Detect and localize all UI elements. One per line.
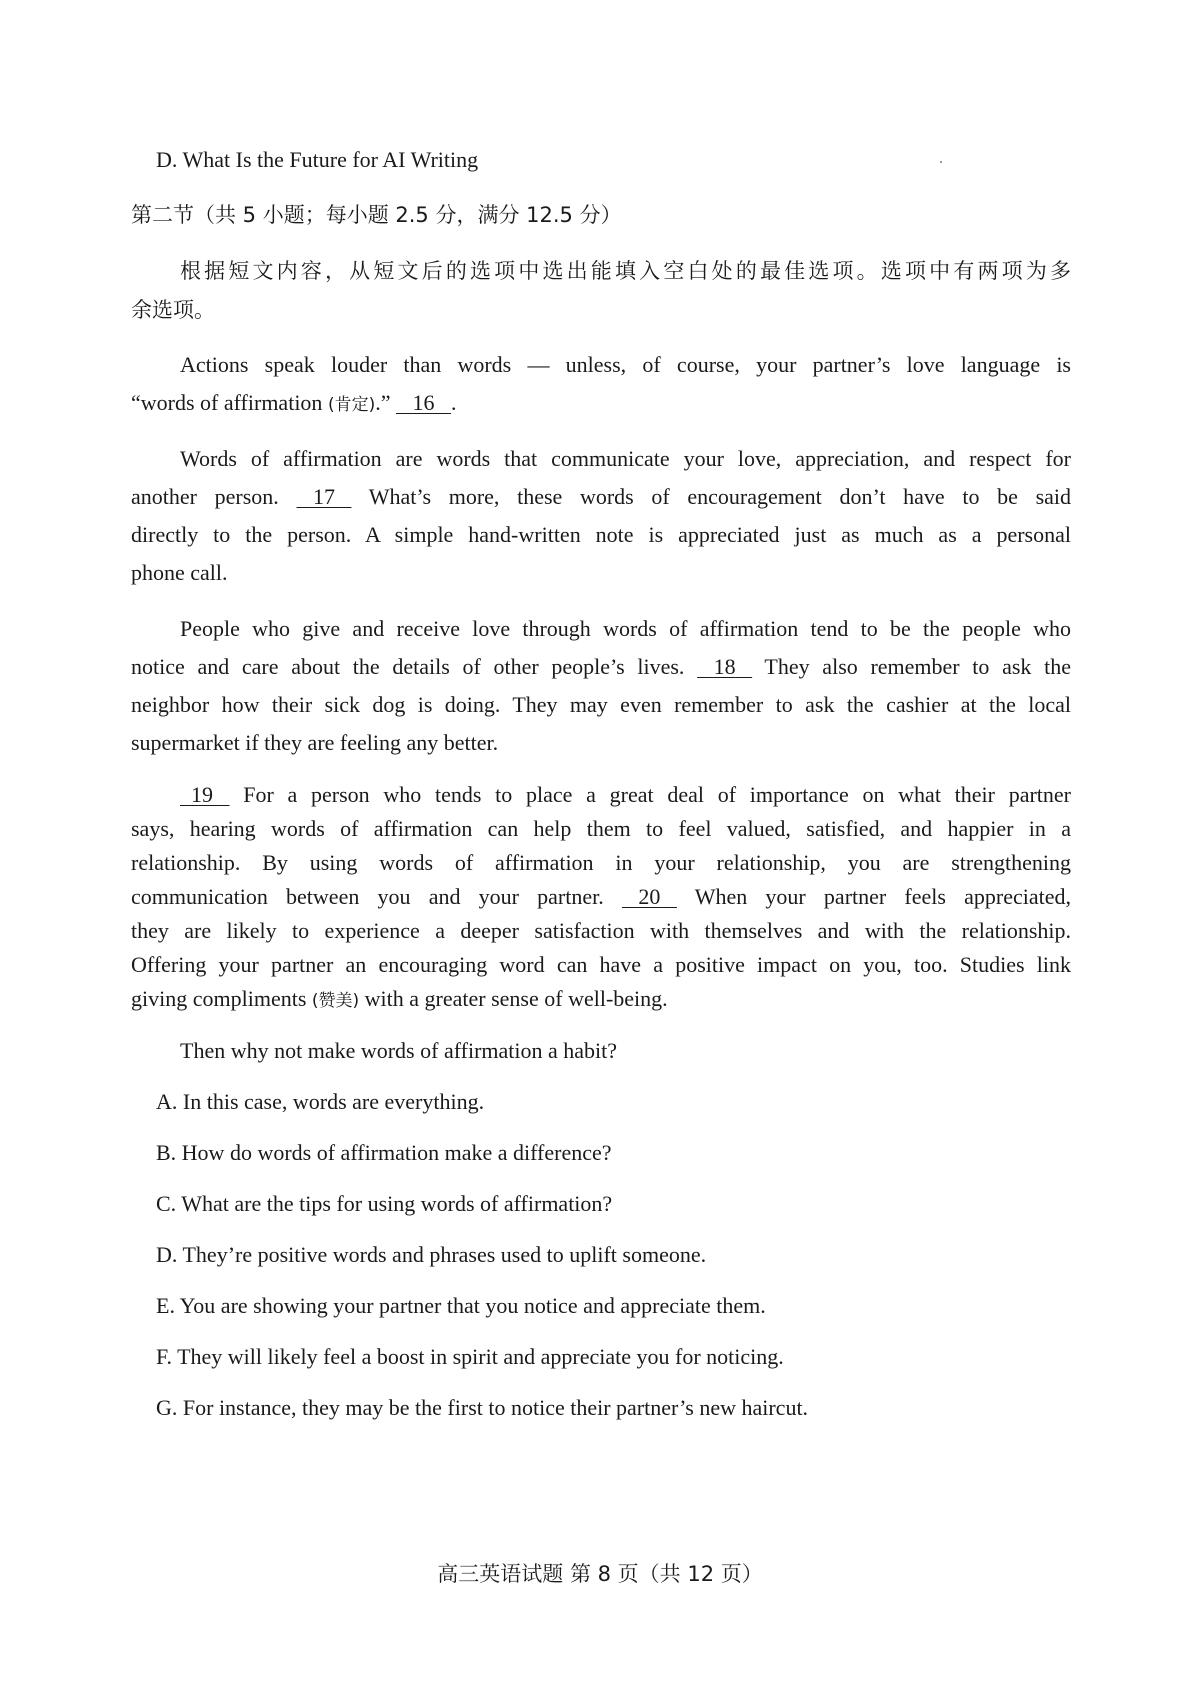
instruction-line-2: 余选项。 (131, 298, 215, 322)
p2-text: another person. (131, 484, 297, 509)
p2-line-2 (131, 484, 1071, 510)
p4-text-7-post: with a greater sense of well-being. (359, 986, 668, 1011)
p4-line-7 (131, 986, 1071, 1014)
p4-text-post: For a person who tends to place a great deal of importance on what their partner (229, 782, 1071, 807)
p4-text-7: giving compliments (131, 986, 312, 1011)
blank-16: 16 (412, 390, 435, 415)
p3-line-3: neighbor how their sick dog is doing. They may even remember to ask the cashier at the local (131, 692, 1071, 717)
option-b: B. How do words of affirmation make a difference? (156, 1140, 612, 1165)
blank-17: 17 (312, 484, 335, 509)
option-f: F. They will likely feel a boost in spirit and appreciate you for noticing. (156, 1344, 784, 1369)
page-footer: 高三英语试题 第 8 页（共 12 页） (437, 1562, 763, 1586)
option-a: A. In this case, words are everything. (156, 1089, 485, 1114)
p1-line-1: Actions speak louder than words — unless, of course, your partner’s love language is (180, 352, 1071, 377)
p3-text-post: They also remember to ask the (752, 654, 1071, 679)
p3-text: notice and care about the details of other people’s lives. (131, 654, 698, 679)
p4-line-3: relationship. By using words of affirmation in your relationship, you are strengthening (131, 850, 1071, 875)
option-e: E. You are showing your partner that you notice and appreciate them. (156, 1293, 766, 1318)
p5-line: Then why not make words of affirmation a habit? (180, 1038, 618, 1063)
p2-line-1: Words of affirmation are words that communicate your love, appreciation, and respect for (180, 446, 1071, 471)
p1-period: . (450, 390, 457, 415)
p4-gloss: (赞美) (311, 991, 360, 1011)
p1-text: “words of affirmation (131, 390, 328, 415)
section-title: 第二节（共 5 小题；每小题 2.5 分，满分 12.5 分） (131, 203, 622, 227)
previous-option-d: D. What Is the Future for AI Writing (156, 147, 479, 172)
p4-line-1 (180, 782, 1071, 808)
blank-19: 19 (191, 782, 213, 807)
p4-line-4 (131, 884, 1071, 910)
p4-text-post-2: When your partner feels appreciated, (676, 884, 1071, 909)
option-c: C. What are the tips for using words of affirmation? (156, 1191, 613, 1216)
p4-text: communication between you and your partner. (131, 884, 622, 909)
p1-gloss: (肯定) (327, 395, 376, 415)
blank-18: 18 (713, 654, 736, 679)
option-d: D. They’re positive words and phrases used to uplift someone. (156, 1242, 707, 1267)
blank-20: 20 (638, 884, 661, 909)
p3-line-1: People who give and receive love through words of affirmation tend to be the people who (180, 616, 1071, 641)
p1-line-2 (131, 390, 1071, 418)
p1-text-mid: .” (375, 390, 396, 415)
option-g: G. For instance, they may be the first to notice their partner’s new haircut. (156, 1395, 809, 1420)
p4-line-2: says, hearing words of affirmation can help them to feel valued, satisfied, and happier in a (131, 816, 1071, 841)
p2-line-4: phone call. (131, 560, 228, 585)
p4-line-5: they are likely to experience a deeper satisfaction with themselves and with the relationship. (131, 918, 1071, 943)
p3-line-4: supermarket if they are feeling any better. (131, 730, 499, 755)
p2-line-3: directly to the person. A simple hand-written note is appreciated just as much as a personal (131, 522, 1071, 547)
p2-text-post: What’s more, these words of encouragement don’t have to be said (351, 484, 1072, 509)
instruction-line-1: 根据短文内容，从短文后的选项中选出能填入空白处的最佳选项。选项中有两项为多 (180, 259, 1071, 283)
p3-line-2 (131, 654, 1071, 680)
p4-line-6: Offering your partner an encouraging word can have a positive impact on you, too. Studies link (131, 952, 1071, 977)
